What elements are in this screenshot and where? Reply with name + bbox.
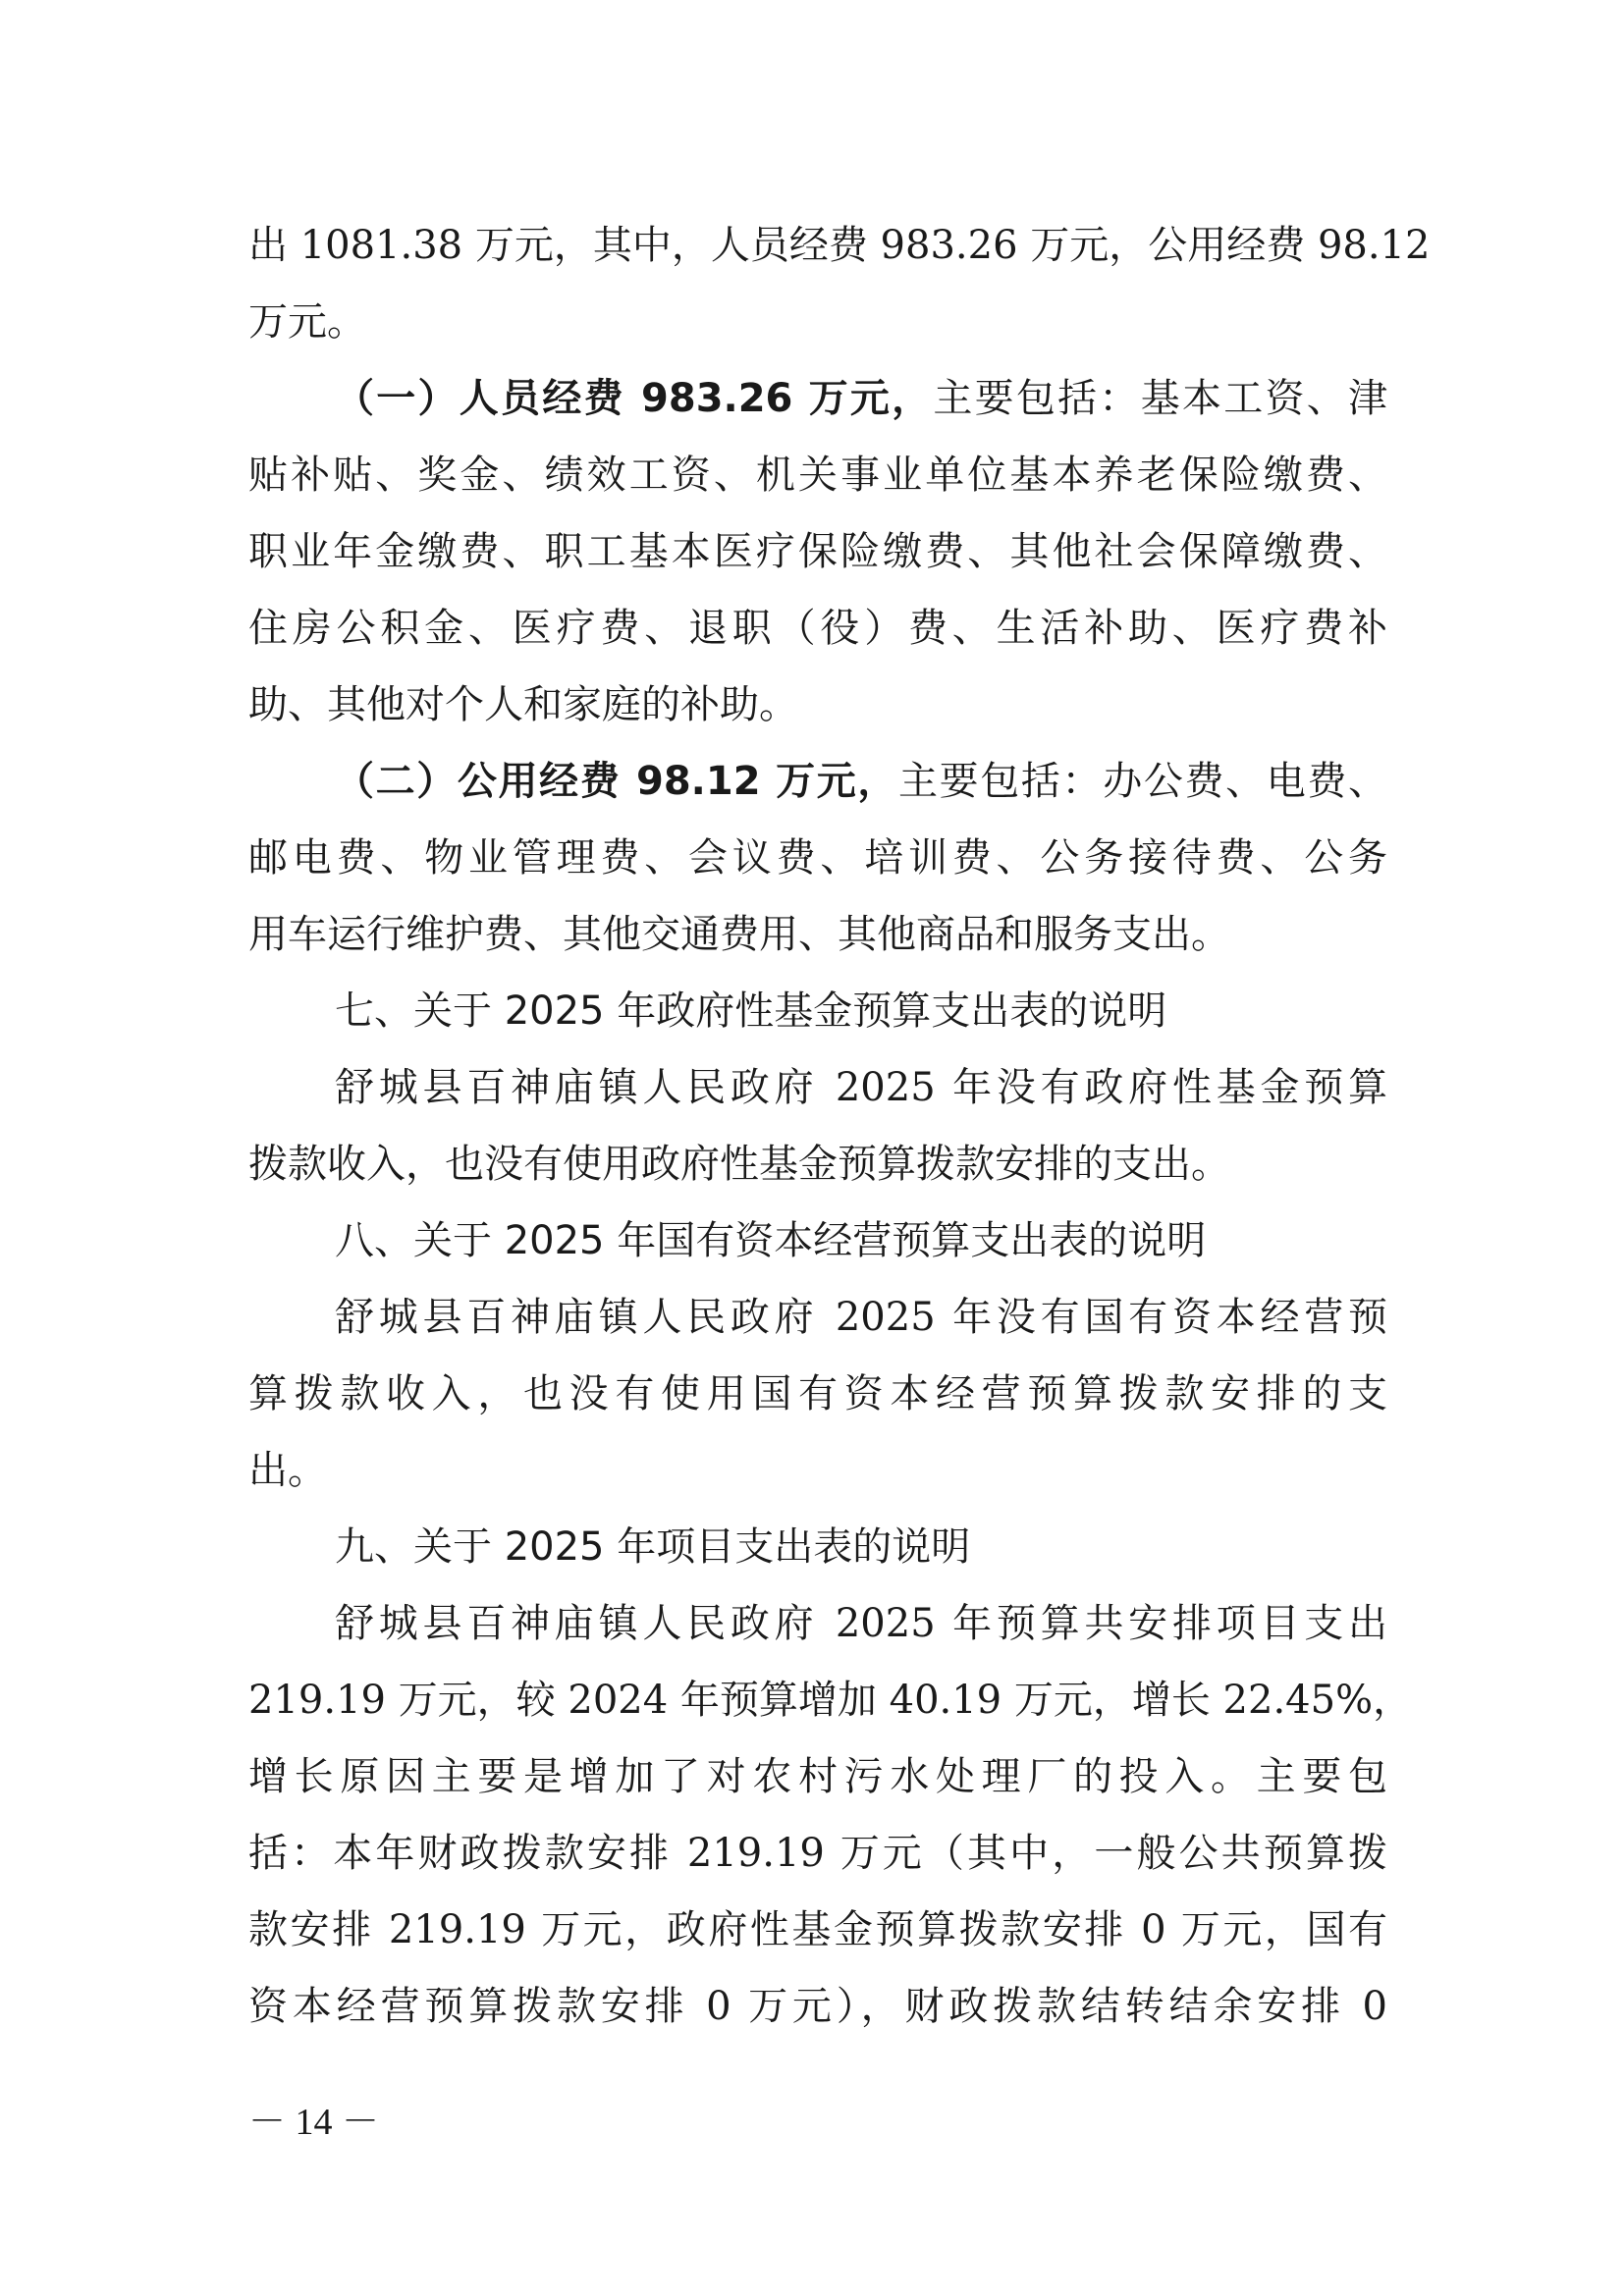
paragraph-line: 出。	[248, 1448, 327, 1493]
paragraph-line: 增长原因主要是增加了对农村污水处理厂的投入。主要包	[248, 1754, 1387, 1799]
paragraph-line: 舒城县百神庙镇人民政府 2025 年没有政府性基金预算	[335, 1065, 1387, 1110]
paragraph-line: 舒城县百神庙镇人民政府 2025 年没有国有资本经营预	[335, 1295, 1387, 1340]
paragraph-line: 住房公积金、医疗费、退职（役）费、生活补助、医疗费补	[248, 606, 1387, 651]
paragraph-line	[335, 743, 1387, 820]
section-heading-7: 七、关于 2025 年政府性基金预算支出表的说明	[335, 988, 1167, 1034]
page-number: － 14 －	[248, 2102, 380, 2143]
paragraph-line	[335, 360, 1387, 437]
paragraph-lead: （一）人员经费 983.26 万元，	[335, 376, 934, 421]
paragraph-line: 款安排 219.19 万元，政府性基金预算拨款安排 0 万元，国有	[248, 1907, 1387, 1952]
paragraph-line: 219.19 万元，较 2024 年预算增加 40.19 万元，增长 22.45%，	[248, 1678, 1413, 1723]
paragraph-line: 万元。	[248, 299, 366, 345]
paragraph-line: 用车运行维护费、其他交通费用、其他商品和服务支出。	[248, 912, 1230, 957]
paragraph-line: 贴补贴、奖金、绩效工资、机关事业单位基本养老保险缴费、	[248, 453, 1387, 498]
paragraph-text: 主要包括：办公费、电费、	[898, 759, 1388, 804]
paragraph-line: 括：本年财政拨款安排 219.19 万元（其中，一般公共预算拨	[248, 1831, 1387, 1876]
paragraph-line: 职业年金缴费、职工基本医疗保险缴费、其他社会保障缴费、	[248, 529, 1387, 574]
section-heading-9: 九、关于 2025 年项目支出表的说明	[335, 1524, 971, 1570]
paragraph-text: 主要包括：基本工资、津	[933, 376, 1388, 421]
paragraph-line: 出 1081.38 万元，其中，人员经费 983.26 万元，公用经费 98.12	[248, 223, 1431, 268]
paragraph-line: 拨款收入，也没有使用政府性基金预算拨款安排的支出。	[248, 1142, 1230, 1187]
paragraph-line: 舒城县百神庙镇人民政府 2025 年预算共安排项目支出	[335, 1601, 1387, 1646]
section-heading-8: 八、关于 2025 年国有资本经营预算支出表的说明	[335, 1218, 1207, 1263]
paragraph-line: 邮电费、物业管理费、会议费、培训费、公务接待费、公务	[248, 835, 1387, 881]
paragraph-line: 助、其他对个人和家庭的补助。	[248, 682, 798, 727]
paragraph-line: 资本经营预算拨款安排 0 万元），财政拨款结转结余安排 0	[248, 1984, 1387, 2029]
paragraph-line: 算拨款收入，也没有使用国有资本经营预算拨款安排的支	[248, 1371, 1387, 1416]
paragraph-lead: （二）公用经费 98.12 万元，	[335, 759, 899, 804]
